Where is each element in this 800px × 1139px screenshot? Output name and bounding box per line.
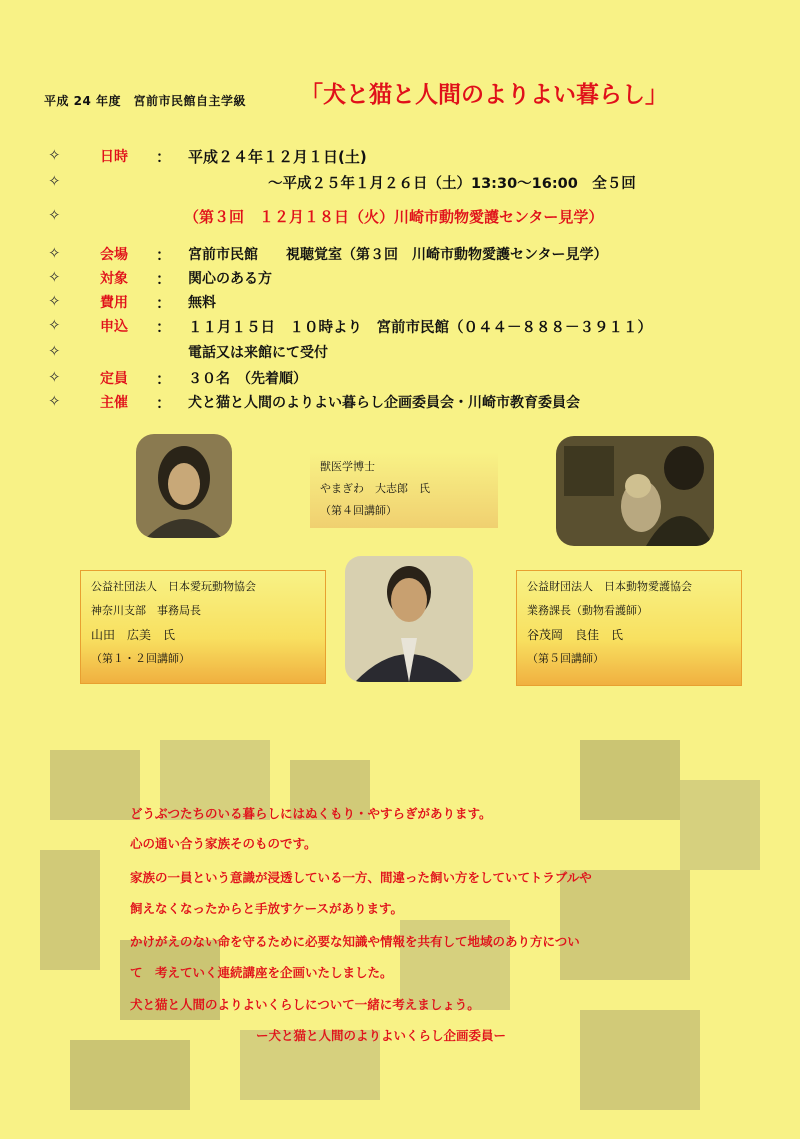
nurse-with-cat-photo (556, 436, 714, 546)
message-signature: ー犬と猫と人間のよりよいくらし企画委員ー (256, 1028, 507, 1043)
lecturer-yamada-position: 神奈川支部 事務局長 (91, 604, 201, 617)
info-row-date (0, 146, 800, 174)
colon: ： (156, 148, 172, 166)
diamond-icon: ✧ (48, 244, 61, 262)
background-photo-collage (40, 740, 760, 1120)
date-line2: ～平成２５年１月２６日（土）13:30～16:00 全５回 (268, 176, 636, 192)
venue-label: 会場 (100, 247, 128, 263)
capacity-label: 定員 (100, 371, 128, 387)
diamond-icon: ✧ (48, 368, 61, 386)
diamond-icon: ✧ (48, 146, 61, 164)
portrait-photo-woman (136, 434, 232, 538)
info-row-apply-note (0, 342, 800, 370)
lecturer-box-yamada (80, 570, 326, 684)
date-label: 日時 (100, 149, 128, 165)
lecturer-yamagiwa-title: 獣医学博士 (320, 460, 375, 473)
message-line-4: 飼えなくなったからと手放すケースがあります。 (130, 901, 404, 916)
info-row-host (0, 392, 800, 420)
date-line1: 平成２４年１２月１日(土) (188, 148, 367, 166)
diamond-icon: ✧ (48, 292, 61, 310)
fee-value: 無料 (188, 295, 216, 311)
diamond-icon: ✧ (48, 172, 61, 190)
lecturer-yamagiwa-session: （第４回講師） (320, 504, 397, 517)
host-value: 犬と猫と人間のよりよい暮らし企画委員会・川崎市教育委員会 (188, 395, 580, 411)
info-row-date2 (0, 172, 800, 200)
capacity-value: ３０名 （先着順） (188, 371, 307, 387)
colon: ： (156, 394, 172, 412)
colon: ： (156, 270, 172, 288)
colon: ： (156, 318, 172, 336)
message-line-3: 家族の一員という意識が浸透している一方、間違った飼い方をしていてトラブルや (130, 870, 592, 885)
date-line3: （第３回 １２月１８日（火）川崎市動物愛護センター見学） (184, 208, 604, 226)
info-row-apply (0, 316, 800, 344)
event-title: 「犬と猫と人間のよりよい暮らし」 (300, 82, 668, 108)
info-row-date3 (0, 206, 800, 234)
fee-label: 費用 (100, 295, 128, 311)
lecturer-yasaoka-name: 谷茂岡 良佳 氏 (527, 628, 624, 642)
message-line-6: て 考えていく連続講座を企画いたしました。 (130, 965, 393, 980)
lecturer-box-yasaoka (516, 570, 742, 686)
diamond-icon: ✧ (48, 392, 61, 410)
diamond-icon: ✧ (48, 342, 61, 360)
lecturer-yasaoka-position: 業務課長（動物看護師） (527, 604, 648, 617)
target-value: 関心のある方 (188, 271, 272, 287)
apply-label: 申込 (100, 319, 128, 335)
lecturer-yamada-name: 山田 広美 氏 (91, 628, 176, 642)
lecturer-box-yamagiwa (310, 452, 498, 528)
lecturer-yamada-org: 公益社団法人 日本愛玩動物協会 (91, 580, 256, 593)
message-line-7: 犬と猫と人間のよりよいくらしについて一緒に考えましょう。 (130, 997, 480, 1012)
colon: ： (156, 370, 172, 388)
lecturer-yamada-session: （第１・２回講師） (91, 652, 190, 665)
venue-value: 宮前市民館 視聴覚室（第３回 川崎市動物愛護センター見学） (188, 247, 608, 263)
diamond-icon: ✧ (48, 268, 61, 286)
message-line-5: かけがえのない命を守るために必要な知識や情報を共有して地域のあり方につい (130, 934, 580, 949)
lecturer-yasaoka-org: 公益財団法人 日本動物愛護協会 (527, 580, 692, 593)
target-label: 対象 (100, 271, 128, 287)
lecturer-yasaoka-session: （第５回講師） (527, 652, 604, 665)
apply-note: 電話又は来館にて受付 (188, 345, 328, 361)
message-line-2: 心の通い合う家族そのものです。 (130, 836, 317, 851)
host-label: 主催 (100, 395, 128, 411)
message-line-1: どうぶつたちのいる暮らしにはぬくもり・やすらぎがあります。 (130, 806, 492, 821)
diamond-icon: ✧ (48, 206, 61, 224)
event-subtitle: 平成 24 年度 宮前市民館自主学級 (44, 94, 247, 108)
diamond-icon: ✧ (48, 316, 61, 334)
portrait-photo-man (345, 556, 473, 682)
colon: ： (156, 294, 172, 312)
colon: ： (156, 246, 172, 264)
apply-value: １１月１５日 １０時より 宮前市民館（０４４－８８８－３９１１） (188, 320, 652, 336)
lecturer-yamagiwa-name: やまぎわ 大志郎 氏 (320, 482, 430, 495)
